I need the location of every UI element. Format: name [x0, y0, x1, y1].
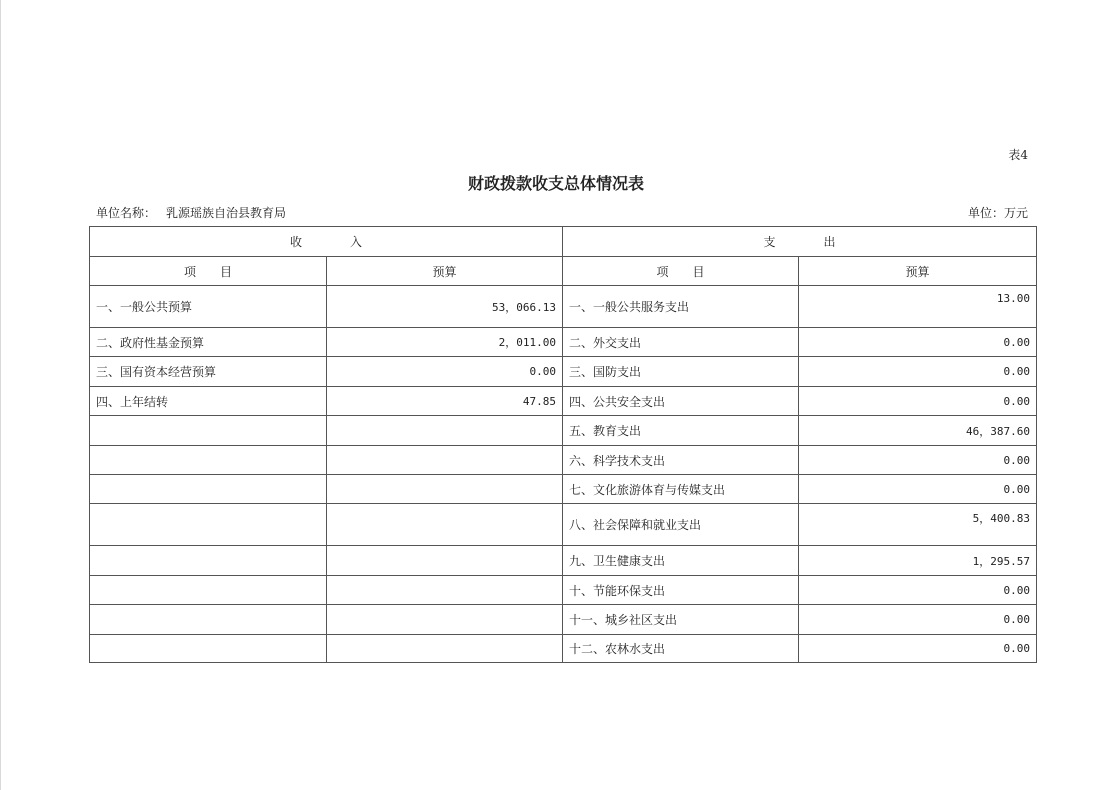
expense-budget: 0.00 — [799, 446, 1037, 475]
income-budget: 2，011.00 — [327, 328, 563, 357]
income-budget: 47.85 — [327, 387, 563, 416]
income-item-empty — [90, 504, 327, 546]
income-budget-empty — [327, 446, 563, 475]
income-item: 一、一般公共预算 — [90, 286, 327, 328]
income-budget-header: 预算 — [327, 257, 563, 286]
unit-name-label: 单位名称： — [96, 206, 157, 220]
expense-budget: 46，387.60 — [799, 416, 1037, 446]
table-row — [90, 546, 1037, 576]
income-budget-empty — [327, 576, 563, 605]
expense-item: 一、一般公共服务支出 — [563, 286, 799, 328]
table-row — [90, 446, 1037, 475]
table-row — [90, 635, 1037, 663]
table-row — [90, 328, 1037, 357]
page-left-edge — [0, 0, 1, 790]
expense-item: 八、社会保障和就业支出 — [563, 504, 799, 546]
income-item: 三、国有资本经营预算 — [90, 357, 327, 387]
expense-item: 二、外交支出 — [563, 328, 799, 357]
table-row — [90, 416, 1037, 446]
currency-unit: 单位：万元 — [967, 206, 1028, 220]
income-item-empty — [90, 576, 327, 605]
income-budget-empty — [327, 504, 563, 546]
unit-name — [96, 204, 286, 221]
income-item-empty — [90, 446, 327, 475]
income-budget: 53，066.13 — [327, 286, 563, 328]
expense-item: 六、科学技术支出 — [563, 446, 799, 475]
expense-budget: 5，400.83 — [799, 504, 1037, 546]
expense-budget: 0.00 — [799, 387, 1037, 416]
expense-budget: 0.00 — [799, 475, 1037, 504]
expense-header: 支 出 — [563, 227, 1037, 257]
income-budget-empty — [327, 546, 563, 576]
budget-table — [89, 226, 1037, 663]
expense-item: 十一、城乡社区支出 — [563, 605, 799, 635]
table-row — [90, 605, 1037, 635]
expense-budget: 1，295.57 — [799, 546, 1037, 576]
income-header: 收 入 — [90, 227, 563, 257]
income-budget-empty — [327, 635, 563, 663]
income-item: 四、上年结转 — [90, 387, 327, 416]
income-item-empty — [90, 475, 327, 504]
expense-budget: 13.00 — [799, 286, 1037, 328]
income-budget-empty — [327, 475, 563, 504]
income-item: 二、政府性基金预算 — [90, 328, 327, 357]
table-row — [90, 286, 1037, 328]
expense-budget: 0.00 — [799, 635, 1037, 663]
income-item-header: 项 目 — [90, 257, 327, 286]
table-row — [90, 357, 1037, 387]
expense-budget-header: 预算 — [799, 257, 1037, 286]
expense-item: 五、教育支出 — [563, 416, 799, 446]
document-title: 财政拨款收支总体情况表 — [467, 174, 644, 193]
unit-name-value: 乳源瑶族自治县教育局 — [166, 206, 287, 220]
expense-item: 十、节能环保支出 — [563, 576, 799, 605]
expense-item: 四、公共安全支出 — [563, 387, 799, 416]
table-row — [90, 576, 1037, 605]
expense-item: 九、卫生健康支出 — [563, 546, 799, 576]
income-budget: 0.00 — [327, 357, 563, 387]
column-header-row — [90, 257, 1037, 286]
table-row — [90, 387, 1037, 416]
expense-budget: 0.00 — [799, 357, 1037, 387]
expense-item: 十二、农林水支出 — [563, 635, 799, 663]
income-item-empty — [90, 416, 327, 446]
table-number: 表4 — [1008, 148, 1028, 162]
income-budget-empty — [327, 605, 563, 635]
expense-item: 三、国防支出 — [563, 357, 799, 387]
income-item-empty — [90, 635, 327, 663]
table-header-row — [90, 227, 1037, 257]
table-row — [90, 475, 1037, 504]
income-item-empty — [90, 605, 327, 635]
expense-budget: 0.00 — [799, 576, 1037, 605]
income-budget-empty — [327, 416, 563, 446]
expense-item-header: 项 目 — [563, 257, 799, 286]
expense-budget: 0.00 — [799, 605, 1037, 635]
table-row — [90, 504, 1037, 546]
income-item-empty — [90, 546, 327, 576]
expense-budget: 0.00 — [799, 328, 1037, 357]
expense-item: 七、文化旅游体育与传媒支出 — [563, 475, 799, 504]
